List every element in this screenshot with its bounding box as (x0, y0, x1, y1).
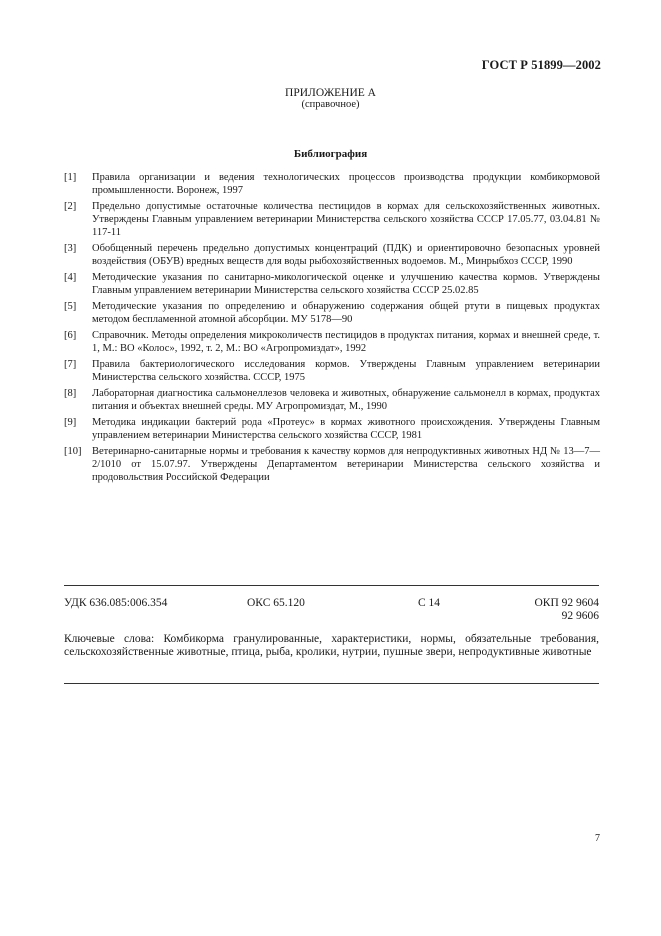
divider-bottom (64, 683, 599, 684)
standard-designation: ГОСТ Р 51899—2002 (481, 58, 601, 72)
bibliography-item-text: Обобщенный перечень предельно допустимых концентраций (ПДК) и ориентировочно безопасных уровней воздействия (ОБУВ) вредных веществ для воды рыбохозяйственных водоемов. М., Минрыбхоз СССР, 1990 (92, 243, 600, 267)
bibliography-item-number: [7] (64, 359, 77, 370)
okp-code-1: ОКП 92 9604 (534, 597, 599, 609)
bibliography-title: Библиография (293, 148, 368, 160)
bibliography-item (64, 387, 600, 413)
appendix-title: ПРИЛОЖЕНИЕ А (285, 87, 376, 99)
okp-codes (534, 597, 599, 622)
bibliography-item (64, 329, 600, 355)
appendix-subtitle: (справочное) (301, 99, 360, 110)
bibliography-item-text: Правила организации и ведения технологических процессов производства продукции комбикормовой промышленности. Воронеж, 1997 (92, 172, 600, 196)
keywords: Ключевые слова: Комбикорма гранулированные, характеристики, нормы, обязательные требования, сельскохозяйственные животные, птица, рыба, кролики, нутрии, пушные звери, непродуктивные животные (64, 633, 599, 658)
divider-top (64, 585, 599, 586)
bibliography-item (64, 171, 600, 197)
udk-code: УДК 636.085:006.354 (64, 597, 168, 609)
page-number: 7 (595, 833, 600, 844)
appendix-heading (0, 87, 661, 111)
bibliography-item-text: Правила бактериологического исследования кормов. Утверждены Главным управлением ветеринарии Министерства сельского хозяйства. СССР, 1975 (92, 359, 600, 383)
bibliography-item-number: [8] (64, 388, 77, 399)
bibliography-item-text: Методические указания по определению и обнаружению содержания общей ртути в пищевых продуктах методом беспламенной атомной абсорбции. МУ 5178—90 (92, 301, 600, 325)
bibliography-item-number: [2] (64, 201, 77, 212)
bibliography-item-text: Предельно допустимые остаточные количества пестицидов в кормах для сельскохозяйственных животных. Утверждены Главным управлением ветеринарии Министерства сельского хозяйства СССР 17.05.77, 03.04.81 № 117-11 (92, 201, 600, 238)
bibliography-item-number: [6] (64, 330, 77, 341)
bibliography-item (64, 358, 600, 384)
bibliography-item-number: [9] (64, 417, 77, 428)
s-code: С 14 (418, 597, 441, 609)
bibliography-item (64, 300, 600, 326)
bibliography-item-text: Методические указания по санитарно-микологической оценке и улучшению качества кормов. Утверждены Главным управлением ветеринарии Министерства сельского хозяйства СССР 25.02.85 (92, 272, 600, 296)
bibliography-item (64, 445, 600, 484)
okp-code-2: 92 9606 (561, 609, 599, 622)
classification-row (64, 597, 599, 627)
oks-code: ОКС 65.120 (247, 597, 305, 609)
bibliography-item-number: [10] (64, 446, 82, 457)
bibliography-item-text: Ветеринарно-санитарные нормы и требования к качеству кормов для непродуктивных животных НД № 13—7—2/1010 от 15.07.97. Утверждены Департаментом ветеринарии Министерства сельского хозяйства и продовольствия Российской Федерации (92, 446, 600, 483)
bibliography-item (64, 416, 600, 442)
bibliography-item (64, 271, 600, 297)
bibliography-item-number: [3] (64, 243, 77, 254)
bibliography-item (64, 200, 600, 239)
bibliography-item-number: [1] (64, 172, 77, 183)
bibliography-item-text: Справочник. Методы определения микроколичеств пестицидов в продуктах питания, кормах и внешней среде, т. 1, М.: ВО «Колос», 1992, т. 2, М.: ВО «Агропромиздат», 1992 (92, 330, 600, 354)
bibliography-list (64, 171, 600, 487)
bibliography-item-number: [5] (64, 301, 77, 312)
bibliography-item-text: Методика индикации бактерий рода «Протеус» в кормах животного происхождения. Утверждены Главным управлением ветеринарии Министерства сельского хозяйства СССР, 1981 (92, 417, 600, 441)
bibliography-item (64, 242, 600, 268)
bibliography-item-text: Лабораторная диагностика сальмонеллезов человека и животных, обнаружение сальмонелл в кормах, продуктах питания и объектах внешней среды. МУ Агропромиздат, М., 1990 (92, 388, 600, 412)
bibliography-item-number: [4] (64, 272, 77, 283)
